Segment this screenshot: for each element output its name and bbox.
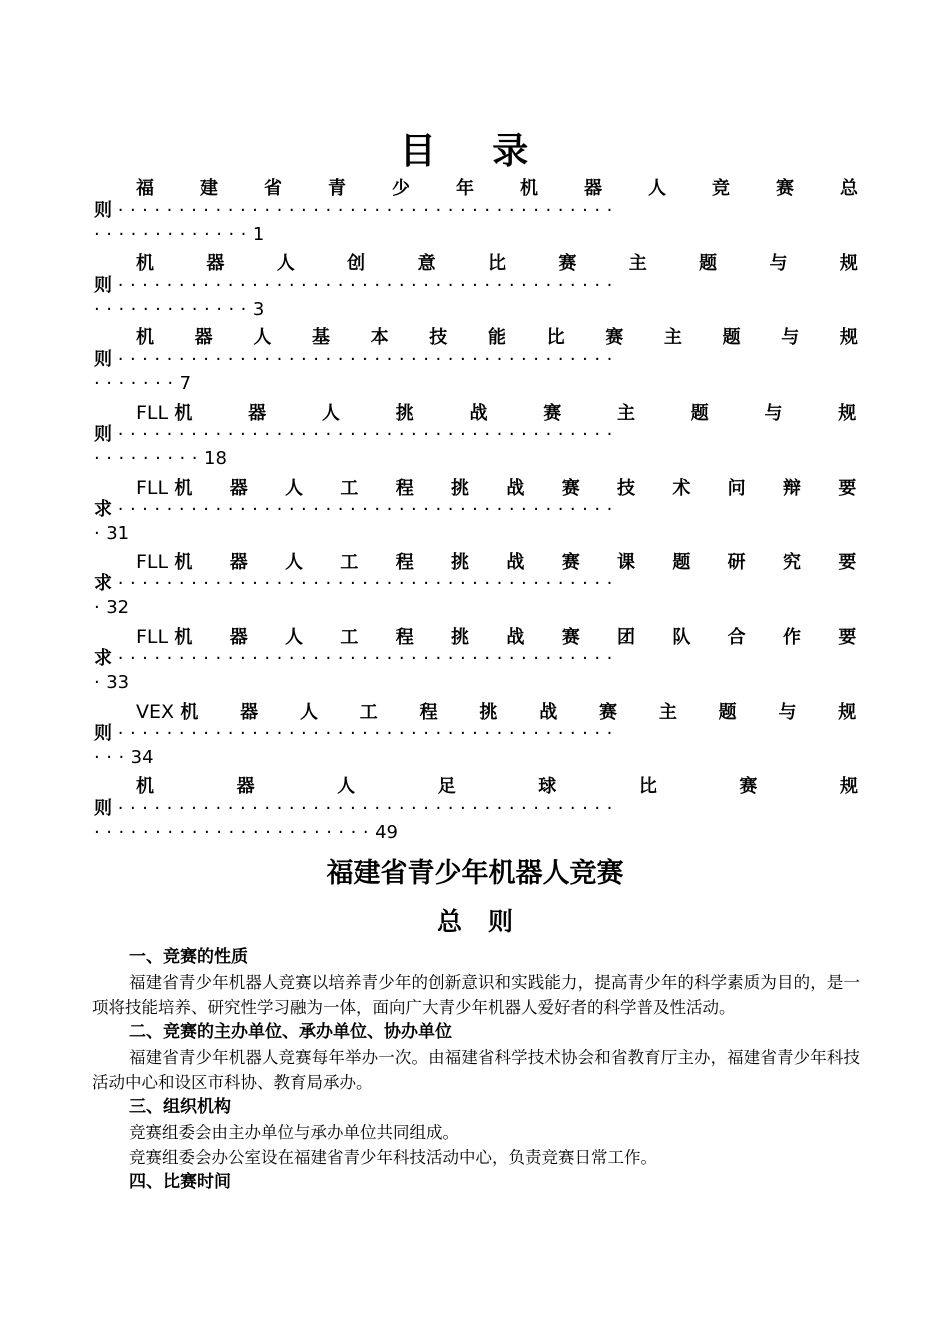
toc-page-number: 49 [375,821,399,843]
toc-char: 战 [469,403,488,425]
toc-char: 机 [174,552,193,574]
toc-char: 工 [340,627,359,649]
toc-char: 程 [395,627,414,649]
toc-entry-page-line [94,595,858,621]
toc-char: 程 [419,701,438,723]
toc-entry-prefix: FLL [136,551,169,574]
toc-char: 主 [663,327,682,349]
toc-char: 本 [370,327,389,349]
toc-char: 规 [839,327,858,349]
toc-char: 机 [180,701,199,723]
toc-char: 省 [264,178,282,199]
toc-entry-leader [94,422,858,448]
toc-char: 人 [285,552,304,574]
toc-char: 要 [838,552,857,574]
toc-char: 与 [769,252,788,274]
toc-char: 挑 [451,552,470,574]
toc-dot-leader: ············· [94,224,253,245]
toc-entry-text [136,327,858,348]
toc-char: 研 [727,552,746,574]
toc-entry-leader [94,646,858,672]
toc-entry[interactable] [94,172,858,247]
toc-char: 人 [276,252,295,274]
toc-entry-text [174,403,856,424]
toc-entry[interactable] [94,396,858,471]
toc-char: 球 [538,775,557,797]
toc-dot-leader: ··· [94,746,131,768]
toc-entry-last-char: 则 [94,200,112,221]
toc-char: 究 [783,552,801,574]
toc-dot-leader: ········································· [117,424,619,446]
toc-char: 题 [690,403,709,425]
toc-dot-leader: ········· [94,448,204,470]
toc-entry-leader [94,497,858,523]
toc-char: 赛 [599,701,617,723]
toc-entry-page-line [94,745,858,771]
toc-entry-leader [94,721,858,747]
toc-char: 程 [395,477,414,499]
toc-char: 年 [456,178,474,199]
toc-entry-page-line [94,297,858,323]
toc-char: 战 [506,477,525,499]
toc-entry[interactable] [94,545,858,620]
toc-char: 比 [487,252,506,274]
toc-char: 与 [781,327,800,349]
section-heading: 四、比赛时间 [129,1172,231,1192]
toc-char: 主 [658,701,677,723]
toc-entry-leader [94,571,858,597]
toc-char: 赛 [558,252,577,274]
toc-dot-leader: ········································· [117,200,619,221]
toc-page-number: 31 [106,522,130,544]
toc-char: 题 [672,552,691,574]
toc-entry-prefix: FLL [136,626,169,649]
toc-entry-last-char: 则 [94,424,112,446]
toc-entry-text [174,478,856,499]
toc-char: 创 [347,252,366,274]
section-heading: 三、组织机构 [129,1097,231,1117]
toc-char: 器 [248,403,267,425]
toc-char: 赛 [605,327,624,349]
toc-char: 要 [838,627,857,649]
toc-entry-last-char: 则 [94,797,112,819]
toc-char: 总 [840,178,858,199]
document-title: 福建省青少年机器人竞赛 [326,858,624,889]
toc-char: 问 [727,477,746,499]
toc-dot-leader: ········································· [117,349,619,371]
toc-entry-page-line [94,670,858,696]
toc-entry-last-char: 则 [94,349,112,371]
toc-entry[interactable] [94,695,858,770]
toc-char: 人 [285,477,304,499]
toc-char: 机 [136,775,154,797]
toc-entry-prefix: FLL [136,402,169,425]
toc-char: 主 [628,252,647,274]
toc-entry-last-char: 求 [94,648,112,670]
section-paragraph: 竞赛组委会由主办单位与承办单位共同组成。 [129,1123,459,1142]
toc-char: 器 [236,775,255,797]
toc-entry-leader [94,273,858,299]
toc-char: 与 [764,403,783,425]
toc-char: 规 [839,775,858,797]
toc-entry-text [180,702,856,723]
toc-char: 少 [392,178,410,199]
toc-entry-last-char: 则 [94,722,112,744]
toc-page-number: 18 [204,448,227,470]
toc-char: 器 [240,701,259,723]
document-body [92,945,860,1195]
toc-dot-leader: · [94,672,107,694]
toc-entry-leader [94,198,858,224]
toc-title: 目 录 [399,131,551,172]
toc-char: 工 [359,701,378,723]
document-subtitle: 总则 [436,907,539,936]
toc-char: 人 [299,701,318,723]
toc-dot-leader: ······················· [94,821,376,843]
toc-dot-leader: ······· [94,373,180,395]
toc-char: 战 [506,627,525,649]
toc-char: 赛 [776,178,794,199]
toc-char: 机 [136,252,154,274]
toc-char: 队 [672,627,691,649]
toc-dot-leader: ········································· [117,797,619,819]
toc-char: 辩 [783,477,801,499]
toc-char: 竞 [712,178,730,199]
toc-dot-leader: ········································· [117,573,619,595]
toc-char: 人 [321,403,340,425]
toc-char: 程 [395,552,414,574]
toc-entry-page-line [94,521,858,547]
toc-char: 器 [229,627,248,649]
toc-char: 器 [206,252,225,274]
toc-char: 赛 [561,627,580,649]
toc-entry-text [136,776,858,797]
toc-char: 主 [616,403,635,425]
toc-entry-text [174,627,856,648]
toc-entry-leader [94,347,858,373]
toc-char: 战 [506,552,525,574]
section-heading: 二、竞赛的主办单位、承办单位、协办单位 [129,1022,452,1042]
toc-char: 能 [487,327,506,349]
toc-entry-last-char: 则 [94,274,112,296]
toc-entry-last-char: 求 [94,573,112,595]
toc-page-number: 3 [252,298,265,320]
toc-entry-leader [94,796,858,822]
toc-char: 机 [174,477,193,499]
toc-char: 人 [253,327,272,349]
toc-dot-leader: ········································· [117,648,619,670]
toc-char: 器 [584,178,602,199]
toc-page-number: 34 [130,746,154,768]
toc-entry-page-line [94,820,858,846]
toc-char: 足 [437,775,456,797]
toc-entry[interactable] [94,620,858,695]
toc-dot-leader: ········································· [117,498,619,520]
table-of-contents [94,172,858,844]
toc-char: 建 [200,178,218,199]
toc-dot-leader: ············· [94,298,253,320]
toc-entry[interactable] [94,471,858,546]
toc-entry-page-line [94,222,858,248]
toc-dot-leader: ········································· [117,274,619,296]
toc-char: 赛 [561,552,580,574]
toc-char: 战 [539,701,558,723]
toc-char: 术 [672,477,691,499]
toc-char: 人 [648,178,666,199]
section-paragraph: 福建省青少年机器人竞赛每年举办一次。由福建省科学技术协会和省教育厅主办，福建省青少年科技活动中心和设区市科协、教育局承办。 [92,1048,860,1092]
toc-entry-prefix: FLL [136,476,169,499]
toc-char: 挑 [451,627,470,649]
toc-char: 规 [839,252,858,274]
toc-page-number: 32 [106,597,130,619]
toc-char: 题 [722,327,741,349]
toc-char: 挑 [479,701,498,723]
toc-char: 人 [285,627,304,649]
toc-char: 机 [174,627,193,649]
toc-page-number: 7 [179,373,192,395]
toc-entry-page-line [94,446,858,472]
toc-char: 团 [617,627,636,649]
toc-entry[interactable] [94,770,858,845]
toc-entry-last-char: 求 [94,498,112,520]
toc-char: 意 [417,252,436,274]
toc-entry-text [136,253,858,274]
toc-entry[interactable] [94,247,858,322]
toc-char: 规 [838,403,857,425]
toc-char: 挑 [451,477,470,499]
toc-char: 赛 [561,477,580,499]
toc-char: 工 [340,552,359,574]
toc-page-number: 33 [106,672,130,694]
toc-char: 题 [718,701,737,723]
section-heading: 一、竞赛的性质 [129,947,248,967]
toc-char: 工 [340,477,359,499]
toc-entry-page-line [94,371,858,397]
toc-entry-text [174,552,856,573]
toc-char: 基 [311,327,330,349]
toc-char: 比 [638,775,657,797]
toc-char: 青 [328,178,346,199]
toc-char: 作 [783,627,801,649]
toc-page-number: 1 [252,224,265,245]
section-paragraph: 竞赛组委会办公室设在福建省青少年科技活动中心，负责竞赛日常工作。 [129,1148,657,1167]
toc-char: 规 [838,701,857,723]
toc-char: 要 [838,477,857,499]
toc-entry[interactable] [94,321,858,396]
toc-char: 挑 [395,403,414,425]
toc-char: 福 [136,178,154,199]
toc-char: 课 [617,552,636,574]
toc-char: 技 [429,327,448,349]
toc-char: 人 [337,775,356,797]
toc-char: 器 [229,552,248,574]
toc-char: 赛 [543,403,562,425]
toc-entry-prefix: VEX [136,700,175,723]
toc-dot-leader: · [94,522,107,544]
toc-char: 与 [778,701,797,723]
toc-char: 合 [727,627,746,649]
toc-char: 器 [194,327,213,349]
toc-char: 题 [699,252,718,274]
toc-char: 赛 [739,775,758,797]
toc-char: 器 [229,477,248,499]
toc-entry-text [136,178,858,199]
toc-char: 比 [546,327,565,349]
toc-dot-leader: · [94,597,107,619]
toc-char: 机 [174,403,193,425]
toc-dot-leader: ········································· [117,722,619,744]
section-paragraph: 福建省青少年机器人竞赛以培养青少年的创新意识和实践能力，提高青少年的科学素质为目的，是一项将技能培养、研究性学习融为一体，面向广大青少年机器人爱好者的科学普及性活动。 [92,973,860,1017]
toc-char: 机 [520,178,538,199]
toc-char: 技 [617,477,636,499]
toc-char: 机 [136,327,154,349]
